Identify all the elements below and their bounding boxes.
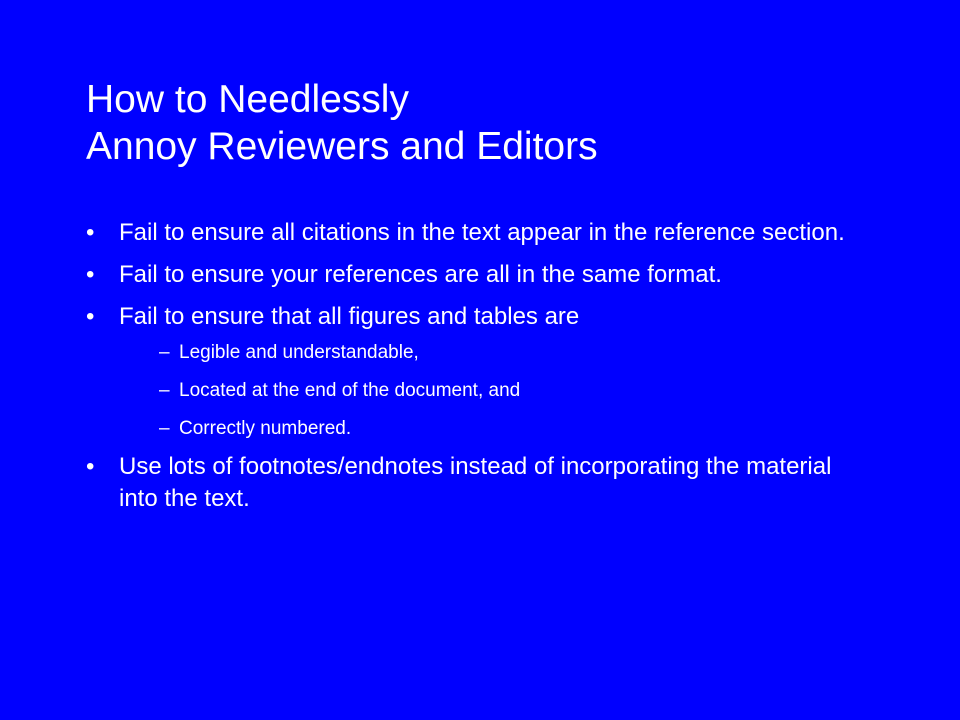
- sub-bullet-text: Legible and understandable,: [179, 342, 419, 363]
- bullet-marker: •: [86, 261, 95, 288]
- sub-bullet-item: [119, 341, 866, 365]
- title-line: How to Needlessly: [86, 78, 409, 121]
- sub-bullet-text: Located at the end of the document, and: [179, 380, 521, 401]
- sub-bullet-marker: –: [159, 380, 170, 401]
- bullet-marker: •: [86, 453, 95, 480]
- bullet-list: [86, 217, 866, 525]
- bullet-item: [86, 217, 866, 249]
- bullet-item: [86, 259, 866, 291]
- bullet-marker: •: [86, 219, 95, 246]
- sub-bullet-marker: –: [159, 342, 170, 363]
- sub-bullet-item: [119, 379, 866, 403]
- sub-bullet-list: [119, 341, 866, 441]
- sub-bullet-item: [119, 417, 866, 441]
- sub-bullet-text: Correctly numbered.: [179, 418, 352, 439]
- sub-bullet-marker: –: [159, 418, 170, 439]
- bullet-text: Fail to ensure your references are all in the same format.: [119, 261, 722, 288]
- bullet-text: Use lots of footnotes/endnotes instead of incorporating the material into the text.: [119, 453, 832, 512]
- bullet-item: [86, 301, 866, 441]
- slide-title: [86, 76, 906, 170]
- bullet-marker: •: [86, 303, 95, 330]
- bullet-item: [86, 451, 866, 515]
- title-line: Annoy Reviewers and Editors: [86, 125, 598, 168]
- bullet-text: Fail to ensure all citations in the text appear in the reference section.: [119, 219, 845, 246]
- bullet-text: Fail to ensure that all figures and tables are: [119, 303, 580, 330]
